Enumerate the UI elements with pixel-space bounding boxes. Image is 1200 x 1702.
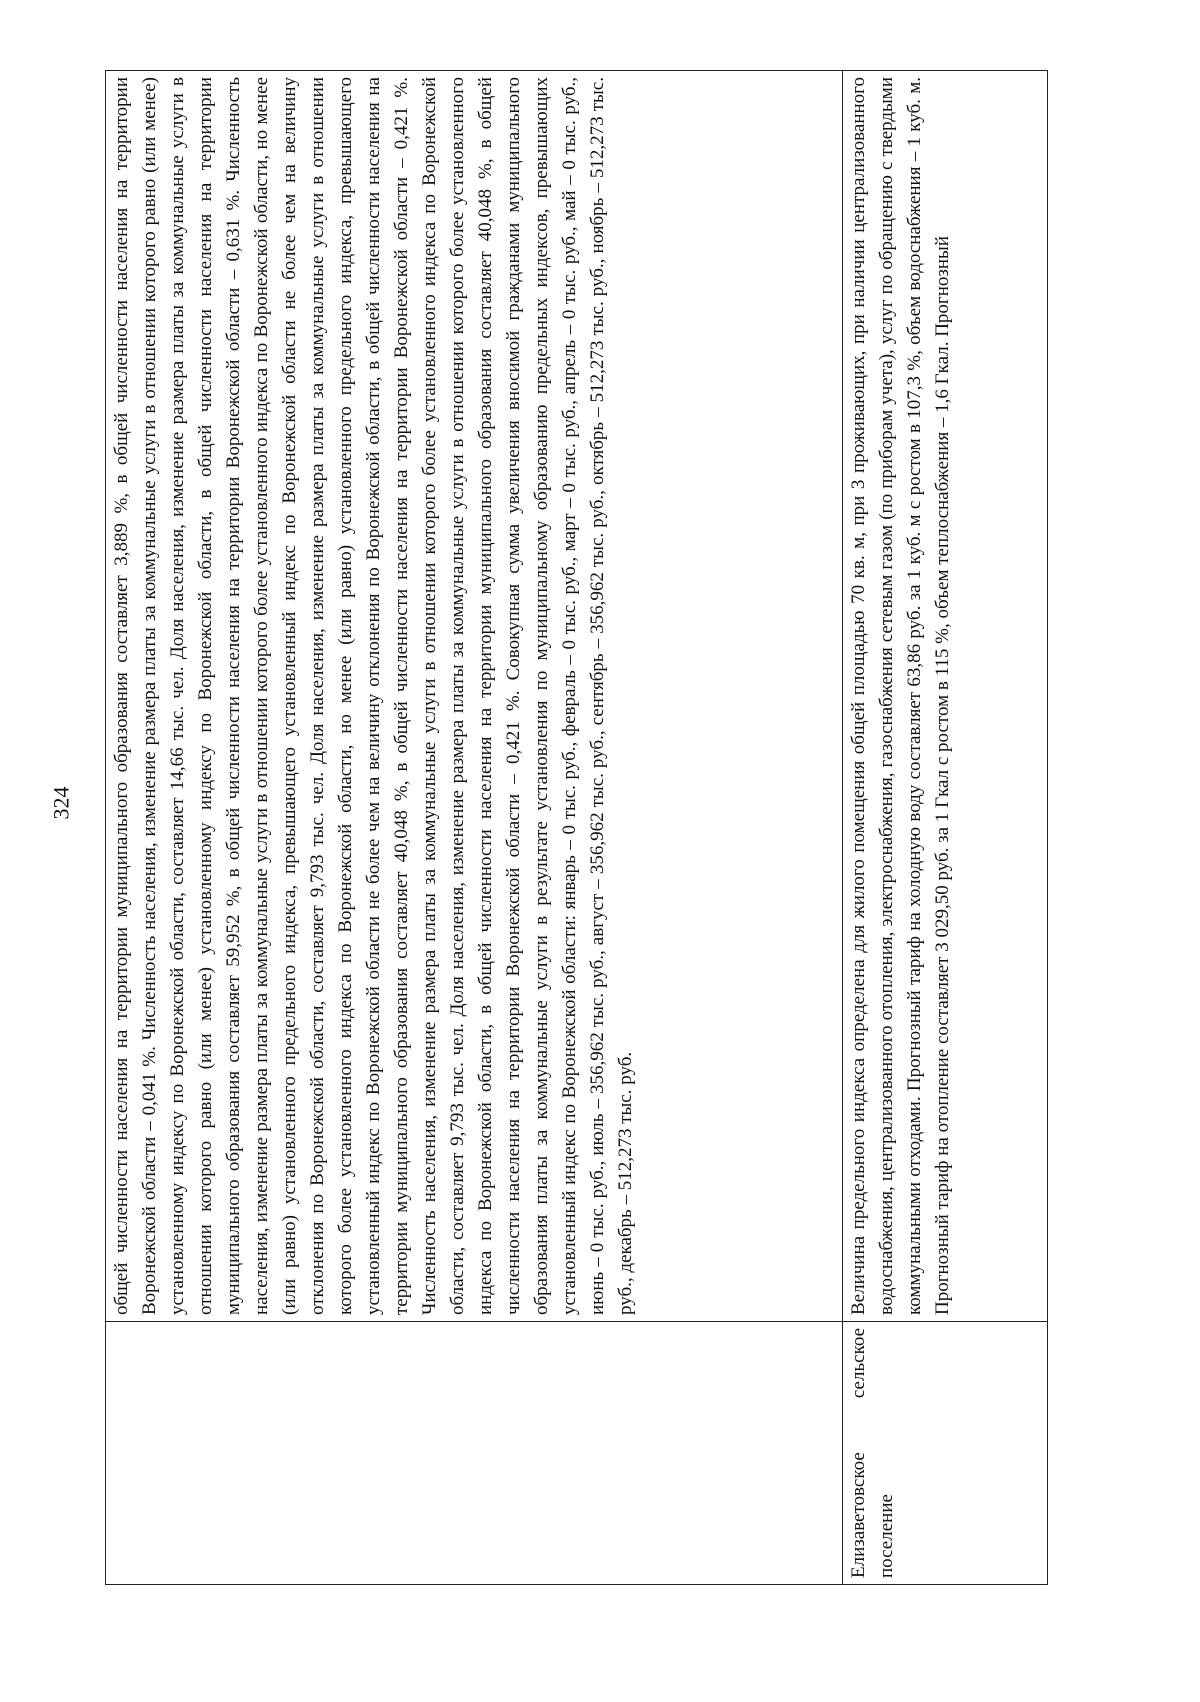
description-cell: общей численности населения на территории муниципального образования составляет 3,889 %, в общей численности населения на территории Воронежской области – 0,041 %. Численность населения, изменение размера платы за коммунальные услуги в отношении которого равно (или менее) установленному индексу по Воронежской области, составляет 14,66 тыс. чел. Доля населения, изменение размера платы за коммунальные услуги в отношении которого равно (или менее) установленному индексу по Воронежской области, в общей численности населения на территории муниципального образования составляет 59,952 %, в общей численности населения на территории Воронежской области – 0,631 %. Численность населения, изменение размера платы за коммунальные услуги в отношении которого более установленного индекса по Воронежской области, но менее (или равно) установленного предельного индекса, превышающего установленный индекс по Воронежской области не более чем на величину отклонения по Воронежской области, составляет 9,793 тыс. чел. Доля населения, изменение размера платы за коммунальные услуги в отношении которого более установленного индекса по Воронежской области, но менее (или равно) установленного предельного индекса, превышающего установленный индекс по Воронежской области не более чем на величину отклонения по Воронежской области, в общей численности населения на территории муниципального образования составляет 40,048 %, в общей численности населения на территории Воронежской области – 0,421 %. Численность населения, изменение размера платы за коммунальные услуги в отношении которого более установленного индекса по Воронежской области, составляет 9,793 тыс. чел. Доля населения, изменение размера платы за коммунальные услуги в отношении которого более установленного индекса по Воронежской области, в общей численности населения на территории муниципального образования составляет 40,048 %, в общей численности населения на территории Воронежской области – 0,421 %. Совокупная сумма увеличения вносимой гражданами муниципального образования платы за коммунальные услуги в результате установления по муниципальному образованию предельных индексов, превышающих установленный индекс по Воронежской области: январь – 0 тыс. руб., февраль – 0 тыс. руб., март – 0 тыс. руб., апрель – 0 тыс. руб., май – 0 тыс. руб., июнь – 0 тыс. руб., июль – 356,962 тыс. руб., август – 356,962 тыс. руб., сентябрь – 356,962 тыс. руб., октябрь – 512,273 тыс. руб., ноябрь – 512,273 тыс. руб., декабрь – 512,273 тыс. руб. [106,71,843,1322]
municipality-cell: Елизаветовское сельское поселение [843,1322,1048,1585]
page-number: 324 [48,786,74,820]
rotated-document [105,77,1065,1585]
table-row [843,71,1048,1585]
municipality-cell [106,1322,843,1585]
tariff-table [105,70,1048,1585]
description-cell: Величина предельного индекса определена для жилого помещения общей площадью 70 кв. м, при 3 проживающих, при наличии централизованного водоснабжения, централизованного отопления, электроснабжения, газоснабжения сетевым газом (по приборам учета), услуг по обращению с твердыми коммунальными отходами. Прогнозный тариф на холодную воду составляет 63,86 руб. за 1 куб. м с ростом в 107,3 %, объем водоснабжения – 1 куб. м. Прогнозный тариф на отопление составляет 3 029,50 руб. за 1 Гкал с ростом в 115 %, объем теплоснабжения – 1,6 Гкал. Прогнозный [843,71,1048,1322]
table-row [106,71,843,1585]
